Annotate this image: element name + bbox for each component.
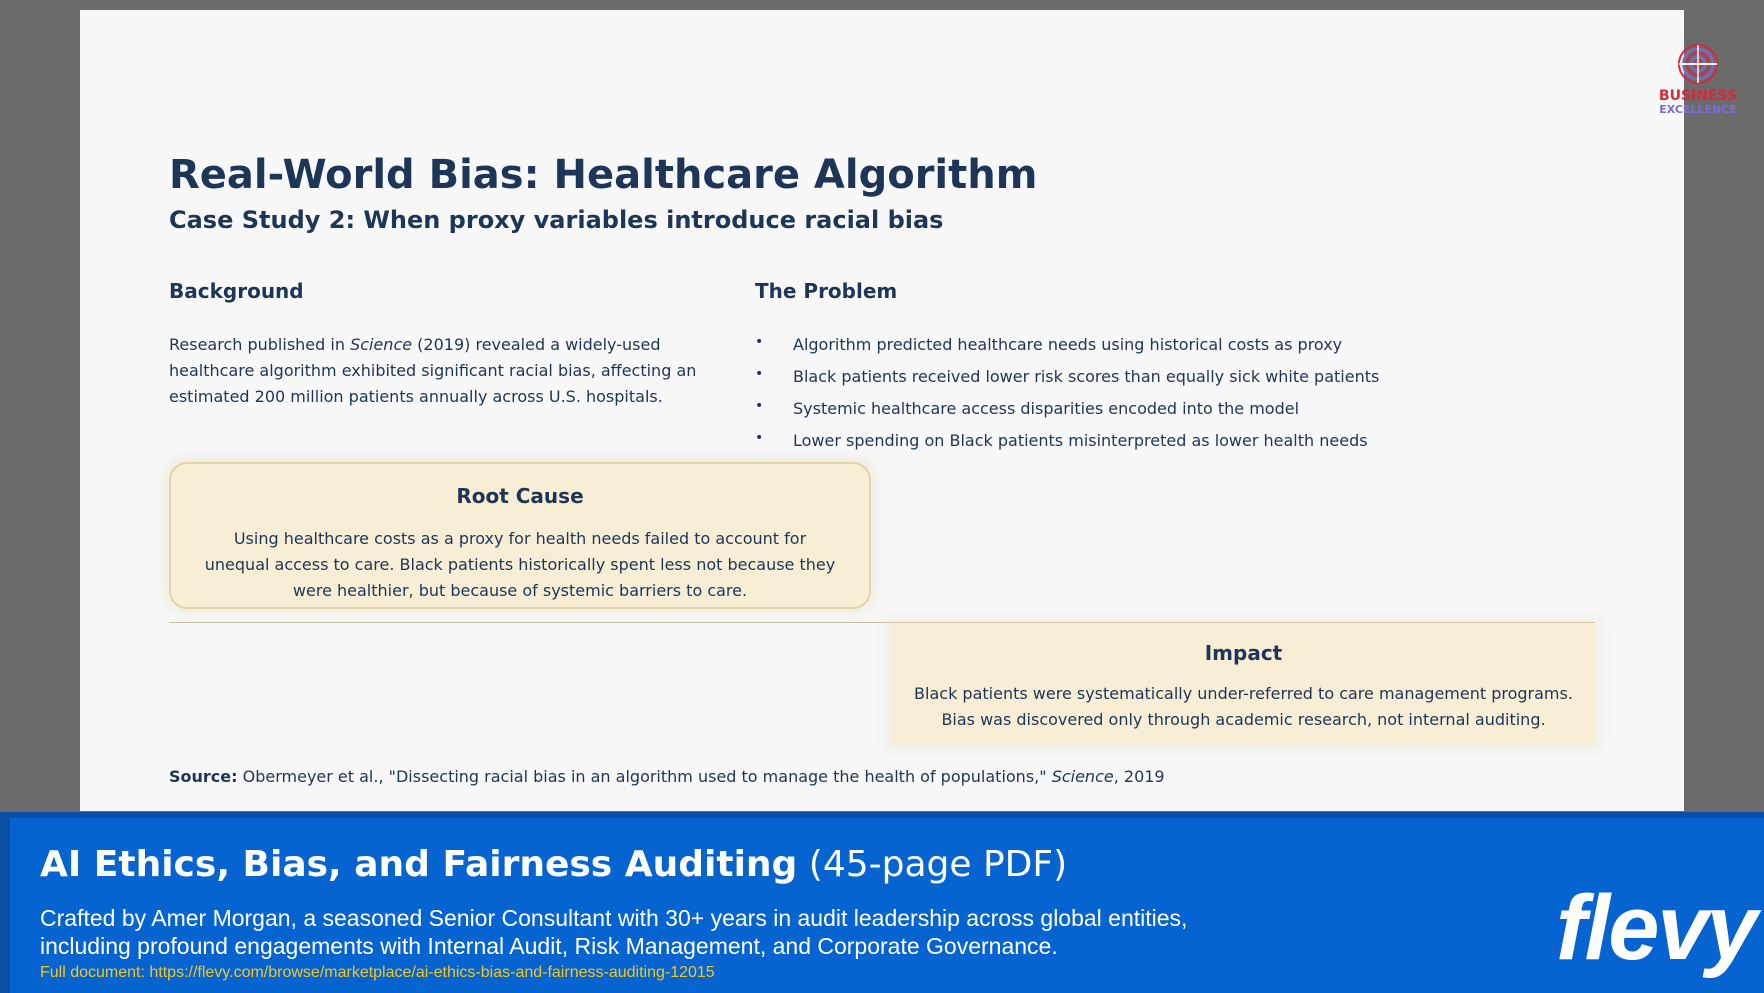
bullet-icon: •	[755, 334, 764, 350]
background-heading: Background	[169, 279, 304, 303]
source-label: Source:	[169, 767, 238, 786]
impact-text: Black patients were systematically under-referred to care management programs. Bias was discovered only through academic research, not internal auditing.	[914, 684, 1573, 729]
logo-line-1: BUSINESS	[1658, 88, 1738, 104]
problem-heading: The Problem	[755, 279, 898, 303]
fingerprint-globe-icon	[1676, 42, 1720, 86]
banner-title	[40, 844, 1067, 885]
slide	[80, 10, 1738, 811]
background-text-pre: Research published in	[169, 335, 351, 354]
background-text	[169, 332, 709, 410]
page-title: Real-World Bias: Healthcare Algorithm	[169, 152, 1038, 198]
source-journal: Science	[1051, 767, 1114, 786]
banner-description: Crafted by Amer Morgan, a seasoned Senior Consultant with 30+ years in audit leadership across global entities, including profound engagements with Internal Audit, Risk Management, and Corporate Governance.	[40, 905, 1188, 959]
root-cause-text: Using healthcare costs as a proxy for health needs failed to account for unequal access to care. Black patients historically spent less not because they were healthier, but because of systemic barriers to care.	[204, 529, 836, 600]
problem-item-text: Black patients received lower risk scores than equally sick white patients	[793, 367, 1380, 386]
list-item	[755, 364, 1379, 396]
bullet-icon: •	[755, 366, 764, 382]
bullet-icon: •	[755, 430, 764, 446]
problem-item-text: Systemic healthcare access disparities encoded into the model	[793, 399, 1300, 418]
root-cause-card	[169, 462, 871, 609]
business-excellence-logo	[1648, 42, 1748, 128]
background-text-post: (2019) revealed a widely-used healthcare algorithm exhibited significant racial bias, affecting an estimated 200 million patients annually across U.S. hospitals.	[169, 335, 697, 406]
banner-title-pages: (45-page PDF)	[797, 844, 1068, 885]
problem-item-text: Algorithm predicted healthcare needs using historical costs as proxy	[793, 335, 1343, 354]
root-cause-title: Root Cause	[456, 484, 584, 508]
list-item	[755, 332, 1379, 364]
problem-list	[755, 332, 1379, 460]
problem-item-text: Lower spending on Black patients misinterpreted as lower health needs	[793, 431, 1368, 450]
logo-line-2: EXCELLENCE	[1659, 103, 1737, 116]
source-text-post: , 2019	[1113, 767, 1165, 786]
banner-title-main: AI Ethics, Bias, and Fairness Auditing	[40, 844, 798, 885]
source-text-pre: Obermeyer et al., "Dissecting racial bias in an algorithm used to manage the health of populations,"	[237, 767, 1052, 786]
document-link[interactable]: Full document: https://flevy.com/browse/marketplace/ai-ethics-bias-and-fairness-auditing-12015	[40, 964, 715, 981]
page-subtitle: Case Study 2: When proxy variables introduce racial bias	[169, 206, 944, 234]
list-item	[755, 396, 1379, 428]
list-item	[755, 428, 1379, 460]
source-citation	[169, 767, 1165, 786]
document-banner	[0, 812, 1764, 993]
impact-title: Impact	[1204, 641, 1283, 665]
bullet-icon: •	[755, 398, 764, 414]
banner-stripe	[0, 818, 10, 993]
flevy-logo[interactable]: flevy	[1556, 877, 1756, 979]
background-text-journal: Science	[350, 335, 413, 354]
impact-card	[892, 623, 1595, 744]
